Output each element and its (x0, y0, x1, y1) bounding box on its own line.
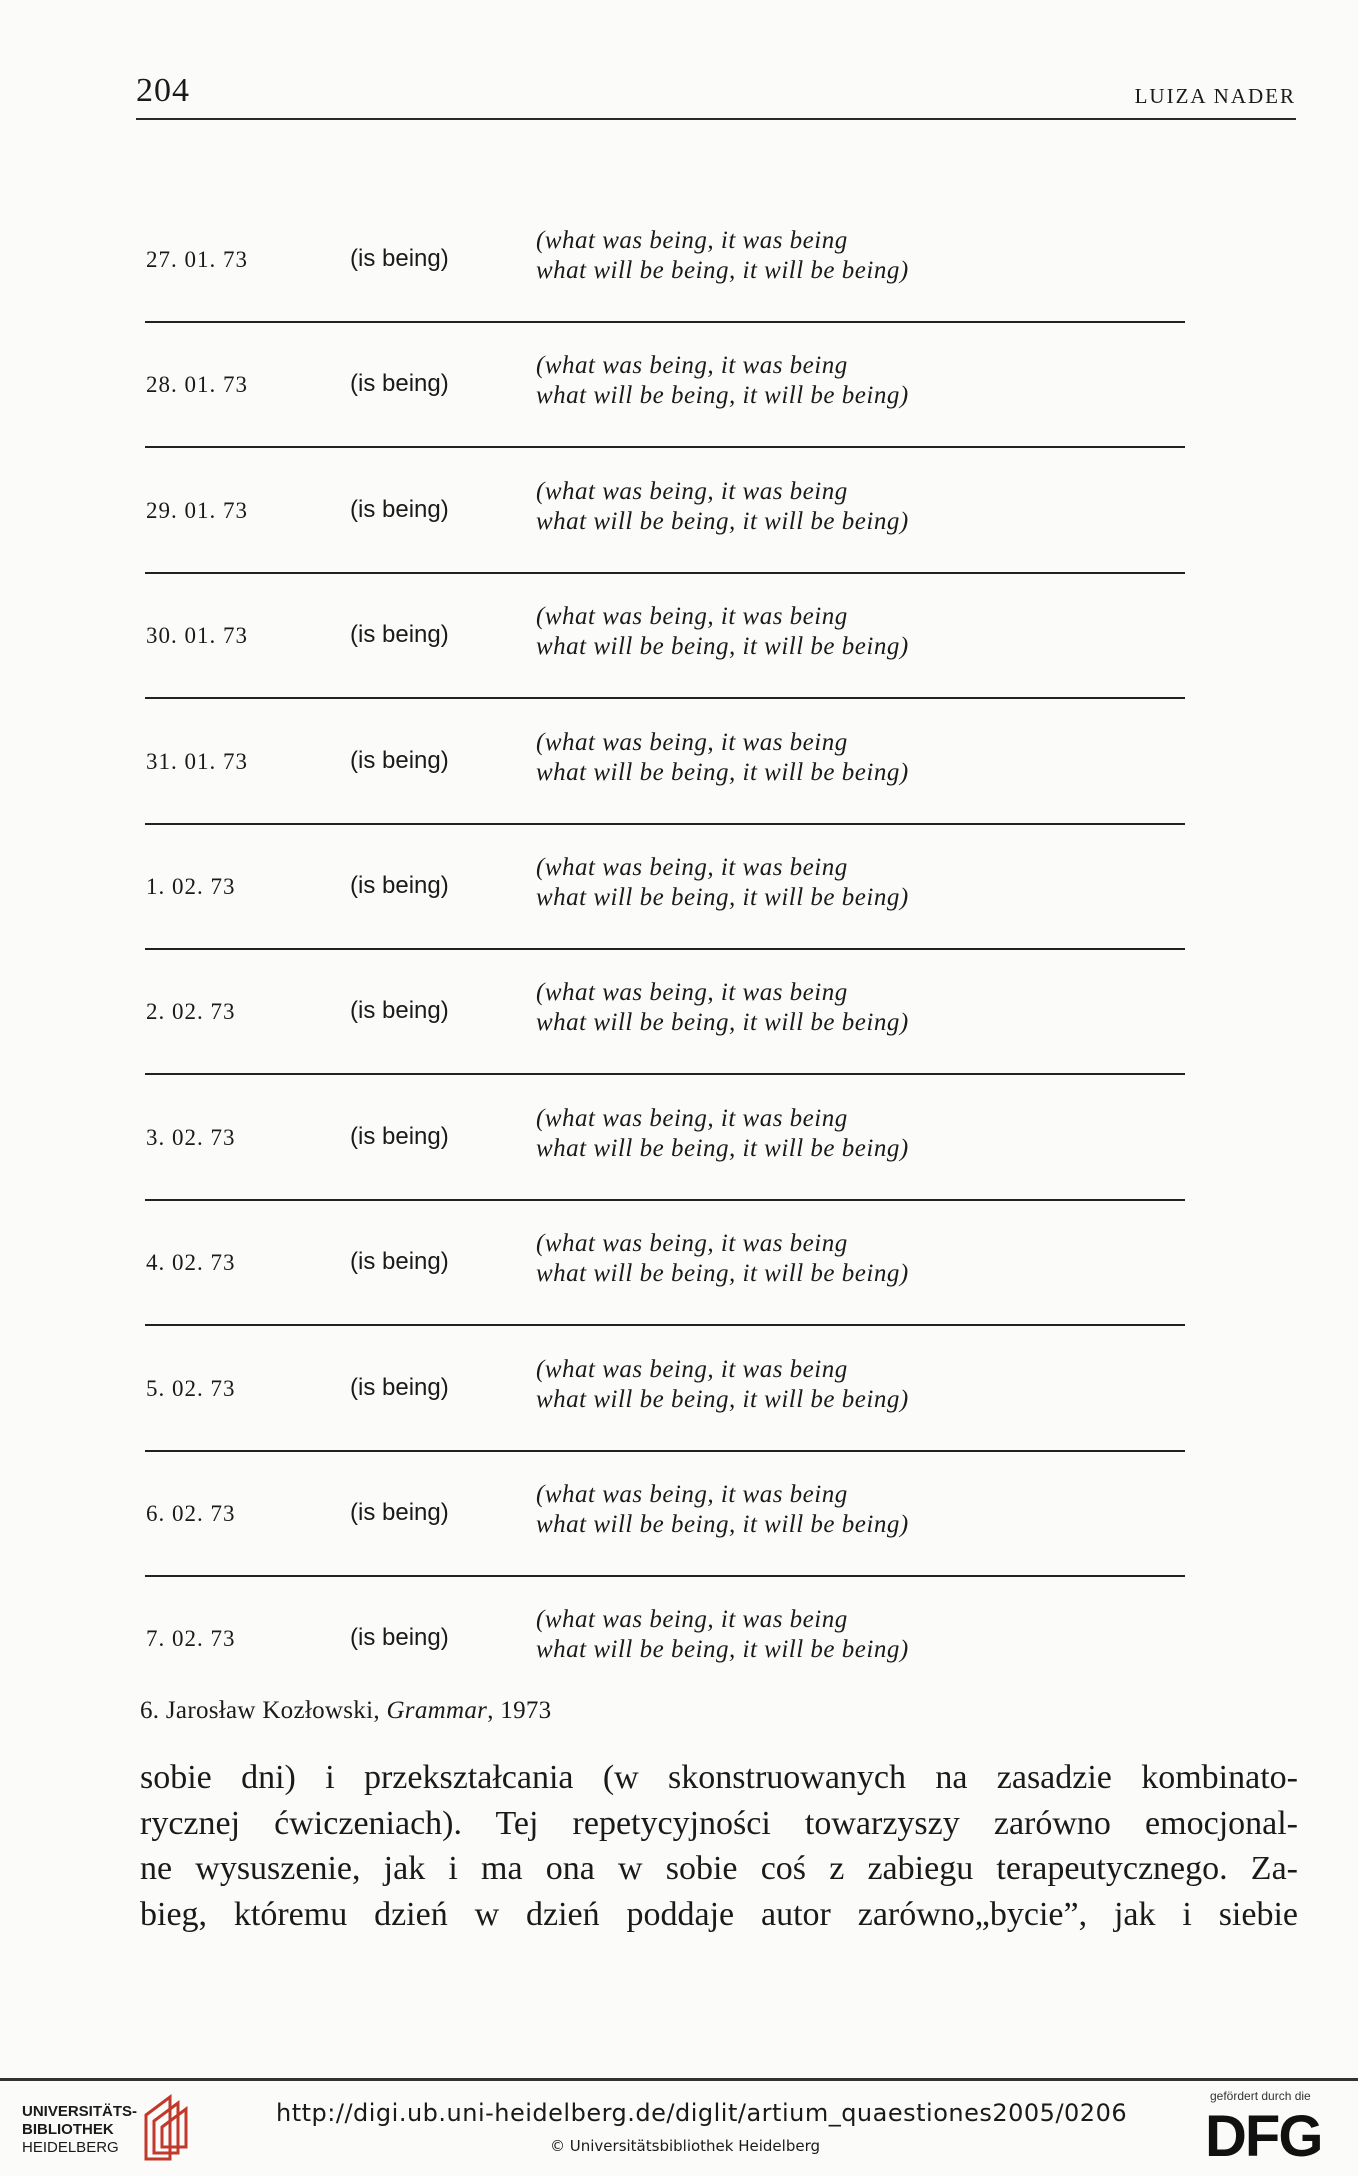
artwork-row (140, 1092, 1190, 1217)
artwork-phrase (536, 602, 909, 662)
funding-note: gefördert durch die (1210, 2089, 1311, 2103)
artwork-phrase (536, 1355, 909, 1415)
artwork-phrase-line2: what will be being, it will be being) (536, 884, 909, 911)
artwork-row (140, 966, 1190, 1091)
artwork-row (140, 1217, 1190, 1342)
artwork-row (140, 214, 1190, 339)
artwork-state: (is being) (350, 1499, 449, 1526)
artwork-grammar-table (140, 214, 1190, 1674)
artwork-state: (is being) (350, 747, 449, 774)
artwork-phrase-line1: (what was being, it was being (536, 478, 848, 505)
artwork-phrase-line1: (what was being, it was being (536, 1606, 848, 1633)
artwork-phrase-line2: what will be being, it will be being) (536, 759, 909, 786)
artwork-date: 7. 02. 73 (146, 1626, 236, 1651)
body-paragraph (140, 1755, 1298, 1937)
artwork-state: (is being) (350, 1624, 449, 1651)
artwork-phrase (536, 351, 909, 411)
artwork-phrase-line1: (what was being, it was being (536, 1230, 848, 1257)
artwork-date: 1. 02. 73 (146, 874, 236, 899)
running-header (136, 72, 1296, 124)
artwork-phrase-line2: what will be being, it will be being) (536, 508, 909, 535)
artwork-phrase (536, 226, 909, 286)
body-line: sobie dni) i przekształcania (w skonstruowanych na zasadzie kombinato- (140, 1759, 1298, 1796)
artwork-phrase-line1: (what was being, it was being (536, 1481, 848, 1508)
dfg-logo: DFG (1205, 2104, 1322, 2169)
artwork-phrase-line2: what will be being, it will be being) (536, 1260, 909, 1287)
artwork-phrase-line2: what will be being, it will be being) (536, 1135, 909, 1162)
artwork-state: (is being) (350, 621, 449, 648)
artwork-state: (is being) (350, 496, 449, 523)
artwork-row (140, 1343, 1190, 1468)
artwork-phrase (536, 1229, 909, 1289)
artwork-rule (145, 1324, 1185, 1326)
artwork-phrase-line2: what will be being, it will be being) (536, 257, 909, 284)
artwork-phrase-line1: (what was being, it was being (536, 1105, 848, 1132)
artwork-phrase-line1: (what was being, it was being (536, 1356, 848, 1383)
artwork-phrase-line2: what will be being, it will be being) (536, 1386, 909, 1413)
artwork-phrase-line2: what will be being, it will be being) (536, 382, 909, 409)
caption-work-title: Grammar (386, 1697, 488, 1724)
artwork-phrase-line2: what will be being, it will be being) (536, 1009, 909, 1036)
library-name-line3: HEIDELBERG (22, 2139, 119, 2156)
artwork-phrase (536, 1480, 909, 1540)
artwork-phrase-line2: what will be being, it will be being) (536, 633, 909, 660)
artwork-row (140, 590, 1190, 715)
artwork-phrase-line2: what will be being, it will be being) (536, 1511, 909, 1538)
artwork-phrase (536, 853, 909, 913)
artwork-phrase-line1: (what was being, it was being (536, 979, 848, 1006)
artwork-phrase (536, 728, 909, 788)
artwork-row (140, 841, 1190, 966)
artwork-phrase-line1: (what was being, it was being (536, 603, 848, 630)
artwork-phrase-line1: (what was being, it was being (536, 227, 848, 254)
artwork-rule (145, 572, 1185, 574)
artwork-rule (145, 1199, 1185, 1201)
artwork-rule (145, 321, 1185, 323)
artwork-date: 27. 01. 73 (146, 247, 248, 272)
artwork-state: (is being) (350, 1248, 449, 1275)
artwork-date: 5. 02. 73 (146, 1376, 236, 1401)
body-line: ne wysuszenie, jak i ma ona w sobie coś z zabiegu terapeutycznego. Za- (140, 1850, 1298, 1887)
artwork-phrase (536, 477, 909, 537)
artwork-state: (is being) (350, 872, 449, 899)
artwork-date: 6. 02. 73 (146, 1501, 236, 1526)
artwork-date: 4. 02. 73 (146, 1250, 236, 1275)
caption-year: , 1973 (487, 1697, 552, 1724)
artwork-phrase (536, 1104, 909, 1164)
artwork-date: 3. 02. 73 (146, 1125, 236, 1150)
artwork-state: (is being) (350, 370, 449, 397)
artwork-state: (is being) (350, 245, 449, 272)
page-number: 204 (136, 72, 190, 109)
library-name-line2: BIBLIOTHEK (22, 2121, 114, 2138)
permalink-url[interactable]: http://digi.ub.uni-heidelberg.de/diglit/artium_quaestiones2005/0206 (276, 2099, 1128, 2127)
artwork-row (140, 716, 1190, 841)
artwork-rule (145, 1575, 1185, 1577)
caption-author: 6. Jarosław Kozłowski, (140, 1697, 387, 1724)
artwork-date: 2. 02. 73 (146, 999, 236, 1024)
library-logo-text (22, 2103, 137, 2157)
artwork-date: 30. 01. 73 (146, 623, 248, 648)
artwork-rule (145, 948, 1185, 950)
artwork-state: (is being) (350, 1374, 449, 1401)
artwork-rule (145, 697, 1185, 699)
artwork-rule (145, 1450, 1185, 1452)
artwork-row (140, 339, 1190, 464)
artwork-phrase-line1: (what was being, it was being (536, 854, 848, 881)
artwork-date: 31. 01. 73 (146, 749, 248, 774)
artwork-rule (145, 823, 1185, 825)
library-mark-icon (140, 2093, 190, 2163)
artwork-state: (is being) (350, 1123, 449, 1150)
artwork-date: 28. 01. 73 (146, 372, 248, 397)
artwork-row (140, 465, 1190, 590)
artwork-row (140, 1468, 1190, 1593)
artwork-phrase (536, 978, 909, 1038)
artwork-state: (is being) (350, 997, 449, 1024)
artwork-date: 29. 01. 73 (146, 498, 248, 523)
body-line: rycznej ćwiczeniach). Tej repetycyjności towarzyszy zarówno emocjonal- (140, 1804, 1298, 1842)
artwork-rule (145, 1073, 1185, 1075)
artwork-phrase-line2: what will be being, it will be being) (536, 1636, 909, 1663)
artwork-phrase-line1: (what was being, it was being (536, 729, 848, 756)
copyright-notice: © Universitätsbibliothek Heidelberg (550, 2137, 821, 2155)
body-line: bieg, któremu dzień w dzień poddaje autor zarówno„bycie”, jak i siebie (140, 1895, 1298, 1933)
figure-caption (140, 1697, 552, 1725)
artwork-rule (145, 446, 1185, 448)
library-name-line1: UNIVERSITÄTS- (22, 2103, 138, 2120)
running-title: LUIZA NADER (1134, 84, 1296, 108)
artwork-phrase-line1: (what was being, it was being (536, 352, 848, 379)
digitization-footer (0, 2081, 1358, 2176)
artwork-phrase (536, 1605, 909, 1665)
header-rule (136, 118, 1296, 120)
